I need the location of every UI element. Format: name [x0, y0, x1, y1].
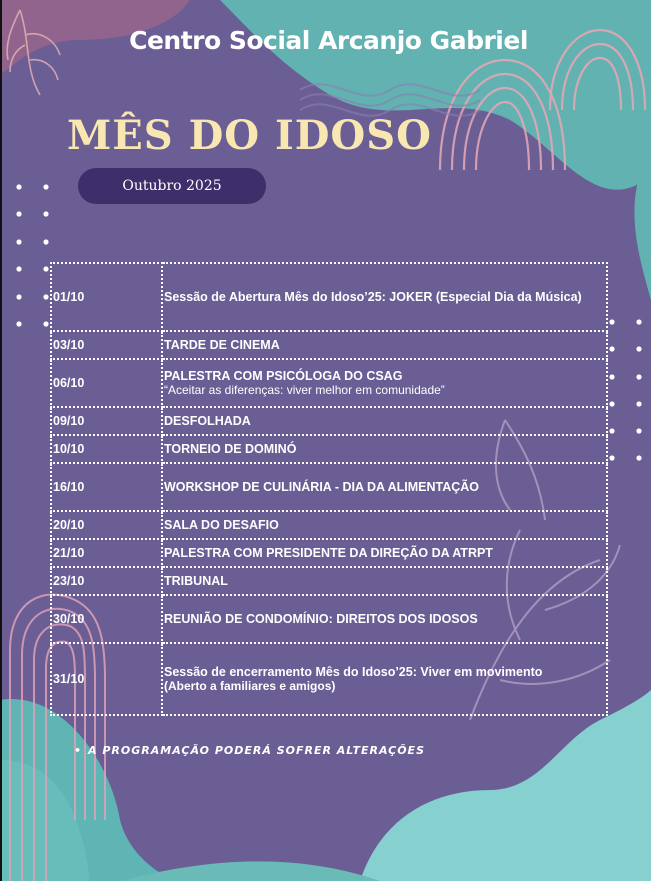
schedule-row: [51, 263, 607, 331]
bullet-icon: •: [74, 744, 83, 757]
schedule-row: [51, 643, 607, 715]
schedule-row: [51, 539, 607, 567]
schedule-date: 31/10: [51, 643, 162, 715]
schedule-event-detail: (Aberto a familiares e amigos): [164, 679, 336, 693]
schedule-event: TARDE DE CINEMA: [164, 338, 280, 352]
schedule-event: REUNIÃO DE CONDOMÍNIO: DIREITOS DOS IDOSOS: [164, 612, 478, 626]
schedule-event: PALESTRA COM PRESIDENTE DA DIREÇÃO DA ATRPT: [164, 546, 493, 560]
schedule-event-cell: [162, 595, 607, 643]
schedule-event-cell: [162, 511, 607, 539]
schedule-event-cell: [162, 539, 607, 567]
schedule-date: 01/10: [51, 263, 162, 331]
schedule-event-cell: [162, 567, 607, 595]
schedule-date: 21/10: [51, 539, 162, 567]
schedule-event: TRIBUNAL: [164, 574, 228, 588]
organization-name: Centro Social Arcanjo Gabriel: [129, 26, 528, 55]
schedule-event-cell: [162, 331, 607, 359]
schedule-row: [51, 331, 607, 359]
schedule-table: [50, 262, 608, 716]
disclaimer-text: A PROGRAMAÇÃO PODERÁ SOFRER ALTERAÇÕES: [88, 744, 425, 757]
schedule-row: [51, 595, 607, 643]
schedule-event: Sessão de encerramento Mês do Idoso’25: Viver em movimento: [164, 665, 543, 679]
schedule-date: 03/10: [51, 331, 162, 359]
schedule-date: 06/10: [51, 359, 162, 407]
schedule-date: 16/10: [51, 463, 162, 511]
schedule-event-cell: [162, 407, 607, 435]
schedule-event-detail: “Aceitar as diferenças: viver melhor em comunidade”: [164, 383, 445, 397]
schedule-row: [51, 435, 607, 463]
schedule-row: [51, 359, 607, 407]
schedule-date: 30/10: [51, 595, 162, 643]
schedule-date: 09/10: [51, 407, 162, 435]
schedule-date: 20/10: [51, 511, 162, 539]
schedule-event-cell: [162, 435, 607, 463]
schedule-event: WORKSHOP DE CULINÁRIA - DIA DA ALIMENTAÇÃO: [164, 480, 480, 494]
date-badge: Outubro 2025: [78, 168, 266, 204]
schedule-row: [51, 567, 607, 595]
page-title: MÊS DO IDOSO: [67, 112, 433, 159]
schedule-event-cell: [162, 643, 607, 715]
schedule-date: 23/10: [51, 567, 162, 595]
schedule-event: DESFOLHADA: [164, 414, 251, 428]
schedule-event: TORNEIO DE DOMINÓ: [164, 442, 297, 456]
schedule-row: [51, 511, 607, 539]
schedule-event: PALESTRA COM PSICÓLOGA DO CSAG: [164, 369, 403, 383]
schedule-event: SALA DO DESAFIO: [164, 518, 279, 532]
schedule-event-cell: [162, 463, 607, 511]
schedule-event-cell: [162, 359, 607, 407]
schedule-row: [51, 407, 607, 435]
schedule-event: Sessão de Abertura Mês do Idoso’25: JOKER (Especial Dia da Música): [164, 290, 582, 304]
schedule-date: 10/10: [51, 435, 162, 463]
disclaimer-note: [74, 744, 425, 757]
schedule-row: [51, 463, 607, 511]
schedule-event-cell: [162, 263, 607, 331]
